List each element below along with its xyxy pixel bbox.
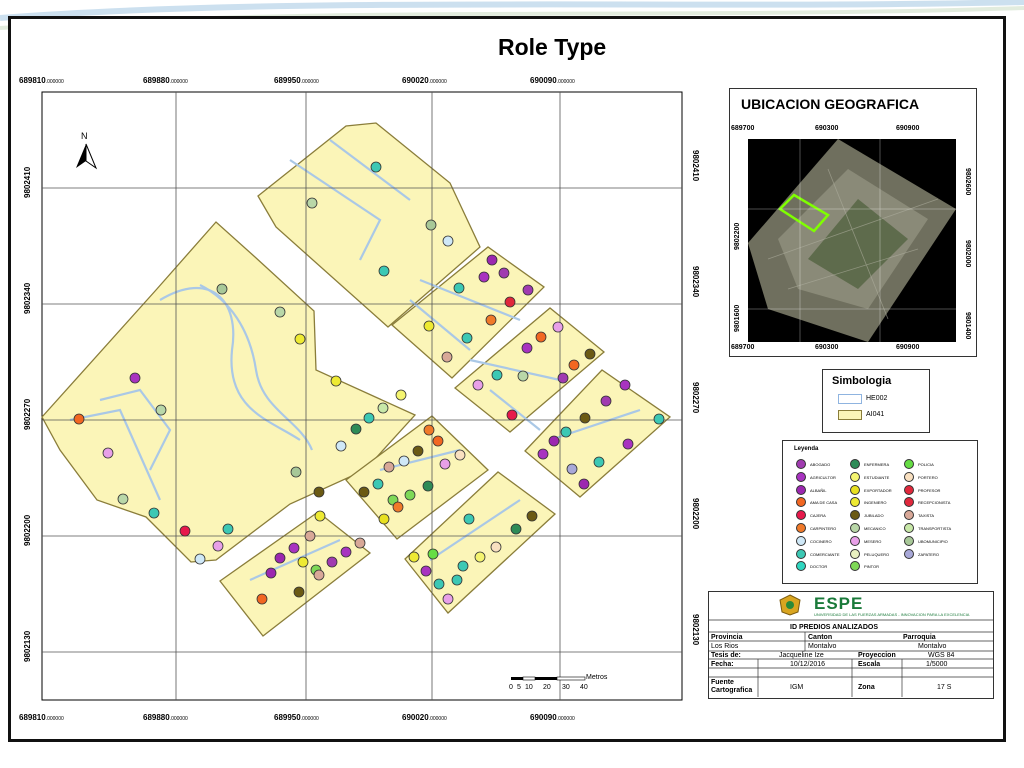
point — [275, 553, 285, 563]
point — [315, 511, 325, 521]
info-heading: ID PREDIOS ANALIZADOS — [790, 624, 879, 631]
canton-value: Montalvo — [808, 643, 837, 650]
point — [327, 557, 337, 567]
point — [405, 490, 415, 500]
inset-left-coord-1: 9801600 — [734, 304, 741, 332]
point — [384, 462, 394, 472]
point — [580, 413, 590, 423]
legend-label: INGENIERO — [864, 500, 887, 506]
legend-swatch — [904, 536, 914, 546]
point — [623, 439, 633, 449]
scale-tick-4: 30 — [562, 684, 570, 691]
parroquia-label: Parroquia — [903, 634, 936, 641]
left-coord-4: 9802130 — [23, 630, 32, 662]
inset-bottom-coord-2: 690900 — [896, 344, 920, 351]
point — [359, 487, 369, 497]
point — [379, 514, 389, 524]
point — [307, 198, 317, 208]
point — [378, 403, 388, 413]
bottom-coord-1: 689880.000000 — [143, 713, 188, 722]
bottom-coord-0: 689810.000000 — [19, 713, 64, 722]
point — [567, 464, 577, 474]
legend-label: PINTOR — [864, 564, 880, 570]
left-coord-2: 9802270 — [23, 398, 32, 430]
point — [511, 524, 521, 534]
point — [523, 285, 533, 295]
point — [409, 552, 419, 562]
escala-value: 1/5000 — [926, 661, 948, 668]
point — [149, 508, 159, 518]
point — [428, 549, 438, 559]
legend-swatch — [850, 523, 860, 533]
point — [434, 579, 444, 589]
inset-right-coord-0: 9802600 — [964, 168, 971, 196]
point — [579, 479, 589, 489]
point — [373, 479, 383, 489]
legend-swatch — [904, 523, 914, 533]
legend-label: UBOMUNICIPIO — [918, 538, 948, 544]
point — [355, 538, 365, 548]
point — [499, 268, 509, 278]
fecha-label: Fecha: — [711, 661, 734, 668]
inset-satellite-image — [748, 139, 956, 342]
legend-swatch — [850, 459, 860, 469]
legend-swatch — [850, 549, 860, 559]
bottom-coord-4: 690090.000000 — [530, 713, 575, 722]
right-coord-2: 9802270 — [691, 382, 700, 414]
point — [217, 284, 227, 294]
escala-label: Escala — [858, 661, 881, 668]
legend-label: TRANSPORTISTA — [918, 526, 952, 531]
point — [195, 554, 205, 564]
legend-label: PROFESOR — [918, 487, 941, 493]
legend-swatch — [850, 485, 860, 495]
point — [266, 568, 276, 578]
map-title: Role Type — [498, 34, 607, 60]
top-coord-4: 690090.000000 — [530, 76, 575, 85]
inset-top-coord-2: 690900 — [896, 125, 920, 132]
point — [479, 272, 489, 282]
legend-label: MESERO — [864, 538, 882, 544]
proyeccion-value: WGS 84 — [928, 652, 955, 659]
point — [454, 283, 464, 293]
inset-top-coord-0: 689700 — [731, 125, 755, 132]
point — [491, 542, 501, 552]
fuente-label: Fuente Cartografica — [711, 679, 753, 694]
north-label: N — [81, 131, 88, 141]
legend-swatch — [904, 485, 914, 495]
right-coord-4: 9802130 — [691, 614, 700, 646]
right-coord-3: 9802200 — [691, 498, 700, 530]
canton-label: Canton — [808, 634, 833, 641]
point — [553, 322, 563, 332]
point — [341, 547, 351, 557]
zona-label: Zona — [858, 684, 875, 691]
point — [364, 413, 374, 423]
scale-tick-1: 5 — [517, 684, 521, 691]
inset-bottom-coord-0: 689700 — [731, 344, 755, 351]
legend-swatch — [796, 549, 806, 559]
point — [443, 594, 453, 604]
point — [351, 424, 361, 434]
left-coord-3: 9802200 — [23, 514, 32, 546]
inset-left-coord-0: 9802200 — [734, 222, 741, 250]
point — [393, 502, 403, 512]
provincia-value: Los Rios — [711, 643, 739, 650]
point — [594, 457, 604, 467]
provincia-label: Provincia — [711, 634, 743, 641]
point — [379, 266, 389, 276]
legend-label: PORTERO — [918, 474, 938, 480]
left-coord-1: 9802340 — [23, 282, 32, 314]
legend-label: MECANICO — [864, 526, 886, 531]
point — [442, 352, 452, 362]
legend-label: RECEPCIONISTA — [918, 500, 951, 506]
point — [473, 380, 483, 390]
point — [399, 456, 409, 466]
point — [103, 448, 113, 458]
point — [455, 450, 465, 460]
legend-swatch — [796, 459, 806, 469]
legend-swatch — [850, 536, 860, 546]
legend-swatch — [796, 536, 806, 546]
inset-right-coord-2: 9801400 — [964, 312, 971, 340]
bottom-coord-3: 690020.000000 — [402, 713, 447, 722]
scale-tick-0: 0 — [509, 684, 513, 691]
point — [452, 575, 462, 585]
point — [118, 494, 128, 504]
scale-tick-3: 20 — [543, 684, 551, 691]
simbologia-swatch-ai041 — [838, 410, 862, 420]
legend-label: CARPINTERO — [810, 526, 837, 531]
point — [601, 396, 611, 406]
point — [289, 543, 299, 553]
point — [464, 514, 474, 524]
simbologia-label-ai041: AI041 — [866, 411, 885, 418]
point — [440, 459, 450, 469]
legend-swatch — [850, 472, 860, 482]
point — [507, 410, 517, 420]
point — [518, 371, 528, 381]
point — [314, 487, 324, 497]
point — [314, 570, 324, 580]
point — [275, 307, 285, 317]
left-coord-0: 9802410 — [23, 166, 32, 198]
legend-label: PELUQUERO — [864, 551, 890, 557]
simbologia-label-he002: HE002 — [866, 395, 888, 402]
legend-label: ALBAÑIL — [810, 487, 827, 493]
legend-swatch — [904, 549, 914, 559]
inset-title: UBICACION GEOGRAFICA — [741, 96, 920, 112]
tesis-value: Jacqueline Ize — [779, 652, 824, 659]
legend-label: ESTUDIANTE — [864, 474, 890, 480]
point — [522, 343, 532, 353]
fecha-value: 10/12/2016 — [790, 661, 826, 668]
inset-right-coord-1: 9802000 — [964, 240, 971, 268]
fuente-value: IGM — [790, 684, 804, 691]
point — [505, 297, 515, 307]
point — [294, 587, 304, 597]
point — [620, 380, 630, 390]
legend-label: COCINERO — [810, 538, 832, 544]
point — [475, 552, 485, 562]
legend-swatch — [796, 485, 806, 495]
legend-title: Leyenda — [794, 446, 819, 452]
point — [443, 236, 453, 246]
point — [180, 526, 190, 536]
simbologia-swatch-he002 — [838, 394, 862, 404]
proyeccion-label: Proyeccion — [858, 652, 896, 659]
point — [413, 446, 423, 456]
point — [396, 390, 406, 400]
inset-top-coord-1: 690300 — [815, 125, 839, 132]
tesis-label: Tesis de: — [711, 652, 741, 659]
point — [487, 255, 497, 265]
legend-label: ZAPATERO — [918, 551, 939, 557]
legend-swatch — [904, 459, 914, 469]
legend-swatch — [796, 472, 806, 482]
legend-label: ABOGADO — [810, 462, 831, 467]
top-coord-0: 689810.000000 — [19, 76, 64, 85]
point — [74, 414, 84, 424]
simbologia-title: Simbologia — [832, 375, 892, 387]
point — [130, 373, 140, 383]
point — [538, 449, 548, 459]
legend-label: CAJERA — [810, 513, 826, 519]
point — [549, 436, 559, 446]
espe-logo: ESPE — [814, 594, 864, 613]
legend-label: JUBILADO — [864, 513, 884, 519]
point — [156, 405, 166, 415]
point — [371, 162, 381, 172]
legend-swatch — [796, 523, 806, 533]
legend-label: AMA DE CASA — [810, 500, 838, 506]
legend-label: DOCTOR — [810, 564, 828, 570]
legend-label: POLICIA — [918, 462, 934, 467]
right-coord-1: 9802340 — [691, 266, 700, 298]
point — [213, 541, 223, 551]
top-coord-1: 689880.000000 — [143, 76, 188, 85]
top-coord-2: 689950.000000 — [274, 76, 319, 85]
point — [569, 360, 579, 370]
espe-logo-sub: UNIVERSIDAD DE LAS FUERZAS ARMADAS - INNOVACION PARA LA EXCELENCIA — [814, 612, 970, 617]
point — [458, 561, 468, 571]
point — [654, 414, 664, 424]
point — [558, 373, 568, 383]
point — [462, 333, 472, 343]
legend-label: ENFERMERA — [864, 462, 890, 467]
top-coord-3: 690020.000000 — [402, 76, 447, 85]
point — [421, 566, 431, 576]
point — [585, 349, 595, 359]
point — [331, 376, 341, 386]
zona-value: 17 S — [937, 684, 952, 691]
point — [298, 557, 308, 567]
point — [536, 332, 546, 342]
legend-label: AGRICULTOR — [810, 474, 836, 480]
point — [561, 427, 571, 437]
legend-label: EXPORTADOR — [864, 487, 892, 493]
point — [295, 334, 305, 344]
point — [433, 436, 443, 446]
point — [257, 594, 267, 604]
point — [424, 321, 434, 331]
right-coord-0: 9802410 — [691, 150, 700, 182]
point — [305, 531, 315, 541]
parroquia-value: Montalvo — [918, 643, 947, 650]
point — [492, 370, 502, 380]
point — [527, 511, 537, 521]
point — [423, 481, 433, 491]
point — [223, 524, 233, 534]
scale-tick-2: 10 — [525, 684, 533, 691]
scale-bar-graphic — [511, 677, 585, 680]
legend-label: TAXISTA — [918, 513, 935, 519]
scale-tick-5: 40 — [580, 684, 588, 691]
point — [336, 441, 346, 451]
bottom-coord-2: 689950.000000 — [274, 713, 319, 722]
legend-swatch — [904, 472, 914, 482]
legend-label: COMERCIANTE — [810, 551, 840, 557]
point — [426, 220, 436, 230]
point — [486, 315, 496, 325]
scale-unit: Metros — [586, 674, 608, 681]
inset-bottom-coord-1: 690300 — [815, 344, 839, 351]
point — [424, 425, 434, 435]
point — [291, 467, 301, 477]
